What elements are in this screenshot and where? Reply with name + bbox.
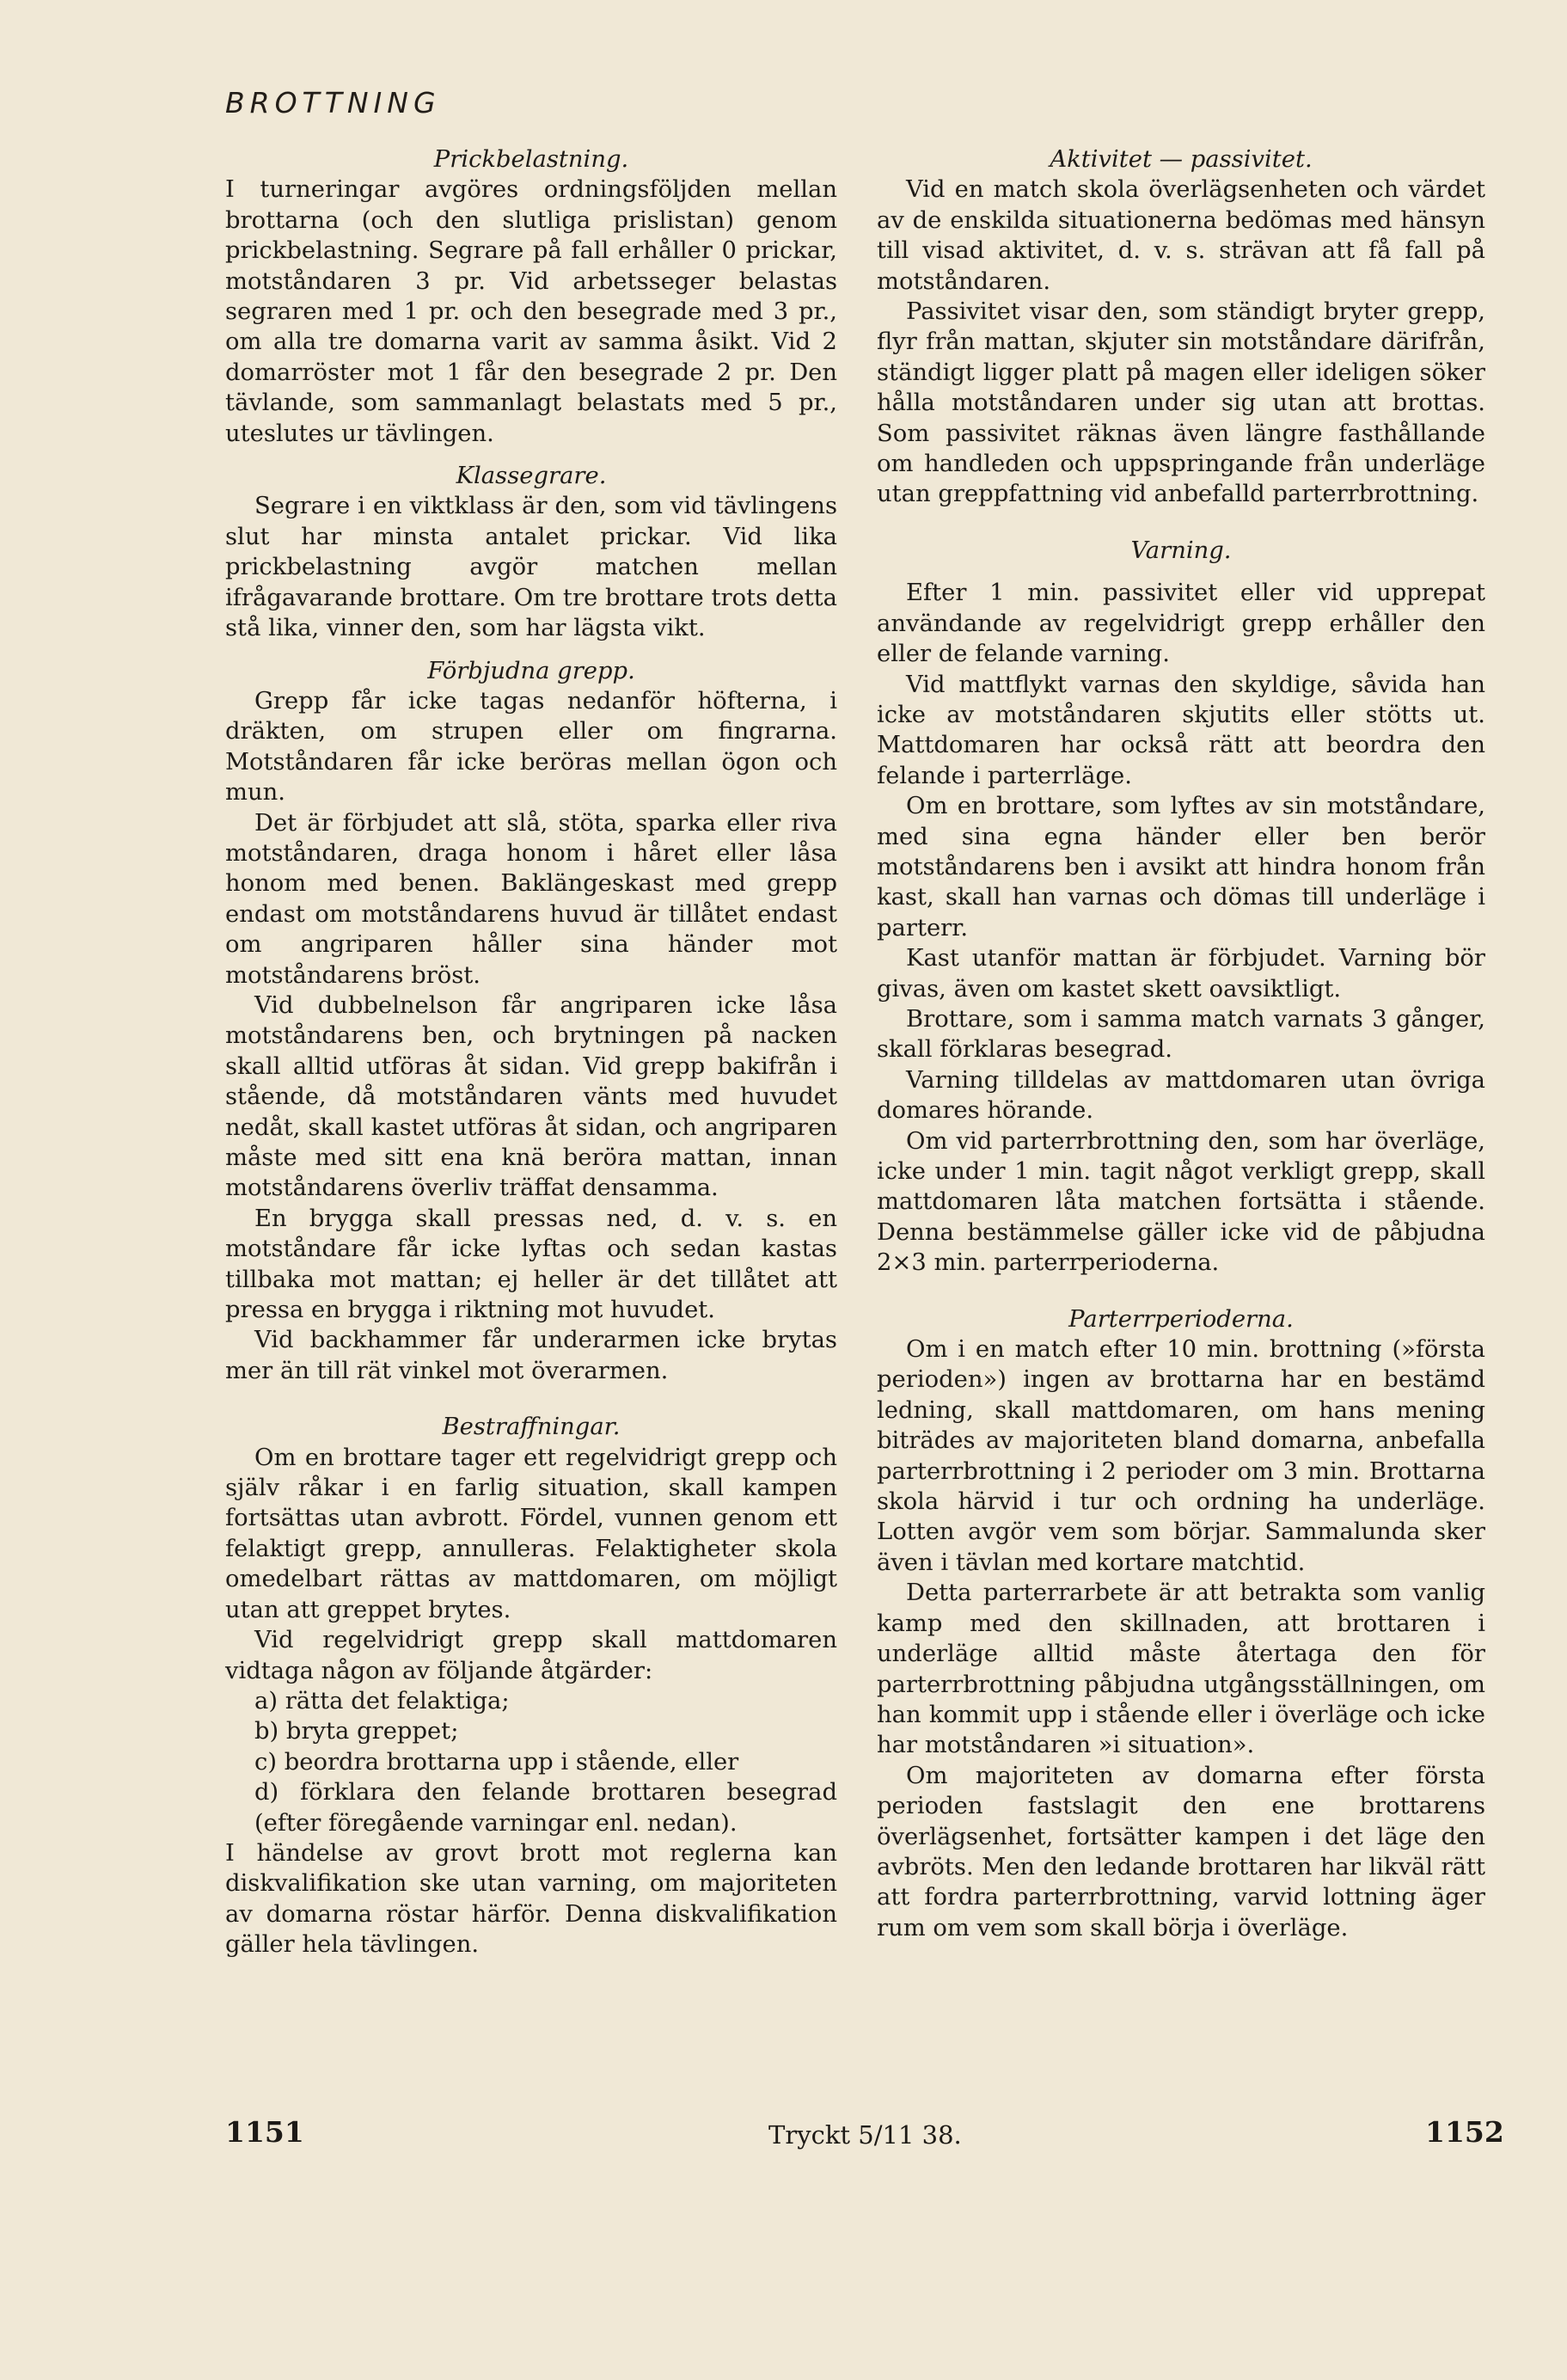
paragraph: Om en brottare, som lyftes av sin motståndare, med sina egna händer eller ben berör motståndarens ben i avsikt att hindra honom från kast, skall han varnas och dömas till underläge i parterr. [877, 793, 1485, 942]
list-item: a) rätta det felaktiga; [254, 1687, 510, 1714]
list-item: c) beordra brottarna upp i stående, eller [254, 1748, 739, 1776]
paragraph: Segrare i en viktklass är den, som vid tävlingens slut har minsta antalet prickar. Vid lika prickbelastning avgör matchen mellan ifrågavarande brottare. Om tre brottare trots detta stå lika, vinner den, som har lägsta vikt. [225, 493, 837, 642]
left-column [225, 144, 837, 1960]
paragraph: Om en brottare tager ett regelvidrigt grepp och själv råkar i en farlig situation, skall kampen fortsättas utan avbrott. Fördel, vunnen genom ett felaktigt grepp, annulleras. Felaktigheter skola omedelbart rättas av mattdomaren, om möjligt utan att greppet brytes. [225, 1444, 837, 1623]
section-heading-prickbelastning: Prickbelastning. [433, 146, 629, 173]
paragraph: Vid dubbelnelson får angriparen icke låsa motståndarens ben, och brytningen på nacken skall alltid utföras åt sidan. Vid grepp bakifrån i stående, då motståndaren vänts med huvudet nedåt, skall kastet utföras åt sidan, och angriparen måste med sitt ena knä beröra mattan, innan motståndarens överliv träffat densamma. [225, 991, 837, 1202]
paragraph: Vid mattflykt varnas den skyldige, såvida han icke av motståndaren skjutits eller stötts ut. Mattdomaren har också rätt att beordra den felande i parterrläge. [877, 671, 1485, 789]
paragraph: Om i en match efter 10 min. brottning (»första perioden») ingen av brottarna har en bestämd ledning, skall mattdomaren, om hans mening biträdes av majoriteten bland domarna, anbefalla parterrbrottning i 2 perioder om 3 min. Brottarna skola härvid i tur och ordning ha underläge. Lotten avgör vem som börjar. Sammalunda sker även i tävlan med kortare matchtid. [877, 1336, 1485, 1576]
list-item: d) förklara den felande brottaren besegrad (efter föregående varningar enl. nedan). [254, 1779, 837, 1837]
paragraph: Vid en match skola överlägsenheten och värdet av de enskilda situationerna bedömas med hänsyn till visad aktivitet, d. v. s. strävan att få fall på motståndaren. [877, 176, 1485, 295]
right-column [877, 144, 1485, 1943]
paragraph: I turneringar avgöres ordningsföljden mellan brottarna (och den slutliga prislistan) genom prickbelastning. Segrare på fall erhåller 0 prickar, motståndaren 3 pr. Vid arbetsseger belastas segraren med 1 pr. och den besegrade med 3 pr., om alla tre domarna varit av samma åsikt. Vid 2 domarröster mot 1 får den besegrade 2 pr. Den tävlande, som sammanlagt belastats med 5 pr., uteslutes ur tävlingen. [225, 176, 837, 447]
paragraph: Efter 1 min. passivitet eller vid upprepat användande av regelvidrigt grepp erhåller den eller de felande varning. [877, 580, 1485, 668]
running-head: BROTTNING [225, 86, 441, 120]
paragraph: Grepp får icke tagas nedanför höfterna, i dräkten, om strupen eller om fingrarna. Motståndaren får icke beröras mellan ögon och mun. [225, 687, 837, 807]
paragraph: Om majoriteten av domarna efter första perioden fastslagit den ene brottarens överlägsenhet, fortsätter kampen i det läge den avbröts. Men den ledande brottaren har likväl rätt att fordra parterrbrottning, varvid lottning äger rum om vem som skall börja i överläge. [877, 1762, 1485, 1941]
paragraph: Kast utanför mattan är förbjudet. Varning bör givas, även om kastet skett oavsiktligt. [877, 945, 1485, 1003]
section-heading-varning: Varning. [1130, 537, 1232, 564]
page-number-right: 1152 [1425, 2115, 1504, 2149]
paragraph: I händelse av grovt brott mot reglerna kan diskvalifikation ske utan varning, om majoriteten av domarna röstar härför. Denna diskvalifikation gäller hela tävlingen. [225, 1839, 837, 1959]
paragraph: Passivitet visar den, som ständigt bryter grepp, flyr från mattan, skjuter sin motståndare därifrån, ständigt ligger platt på magen eller ideligen söker hålla motståndaren under sig utan att brottas. Som passivitet räknas även längre fasthållande om handleden och uppspringande från underläge utan greppfattning vid anbefalld parterrbrottning. [877, 298, 1485, 508]
section-heading-aktivitet-passivitet: Aktivitet — passivitet. [1050, 146, 1313, 173]
paragraph: Brottare, som i samma match varnats 3 gånger, skall förklaras besegrad. [877, 1005, 1485, 1064]
paragraph: Vid regelvidrigt grepp skall mattdomaren vidtaga någon av följande åtgärder: [225, 1627, 837, 1684]
list-item: b) bryta greppet; [254, 1718, 459, 1745]
paragraph: Vid backhammer får underarmen icke brytas mer än till rät vinkel mot överarmen. [225, 1327, 837, 1384]
paragraph: Om vid parterrbrottning den, som har överläge, icke under 1 min. tagit något verkligt grepp, skall mattdomaren låta matchen fortsätta i stående. Denna bestämmelse gäller icke vid de påbjudna 2×3 min. parterrperioderna. [877, 1127, 1485, 1277]
printed-note: Tryckt 5/11 38. [768, 2120, 962, 2150]
section-heading-bestraffningar: Bestraffningar. [442, 1414, 621, 1441]
page-number-left: 1151 [225, 2115, 304, 2149]
section-heading-parterrperioderna: Parterrperioderna. [1068, 1305, 1294, 1333]
paragraph: Varning tilldelas av mattdomaren utan övriga domares hörande. [877, 1066, 1485, 1125]
paragraph: Det är förbjudet att slå, stöta, sparka eller riva motståndaren, draga honom i håret eller låsa honom med benen. Baklängeskast med grepp endast om motståndarens huvud är tillåtet endast om angriparen håller sina händer mot motståndarens bröst. [225, 809, 837, 989]
paragraph: Detta parterrarbete är att betrakta som vanlig kamp med den skillnaden, att brottaren i underläge alltid måste återtaga den för parterrbrottning påbjudna utgångsställningen, om han kommit upp i stående eller i överläge och icke har motståndaren »i situation». [877, 1580, 1485, 1759]
section-heading-klassegrare: Klassegrare. [456, 463, 607, 490]
section-heading-forbjudna-grepp: Förbjudna grepp. [427, 657, 635, 684]
paragraph: En brygga skall pressas ned, d. v. s. en motståndare får icke lyftas och sedan kastas tillbaka mot mattan; ej heller är det tillåtet att pressa en brygga i riktning mot huvudet. [225, 1205, 837, 1324]
